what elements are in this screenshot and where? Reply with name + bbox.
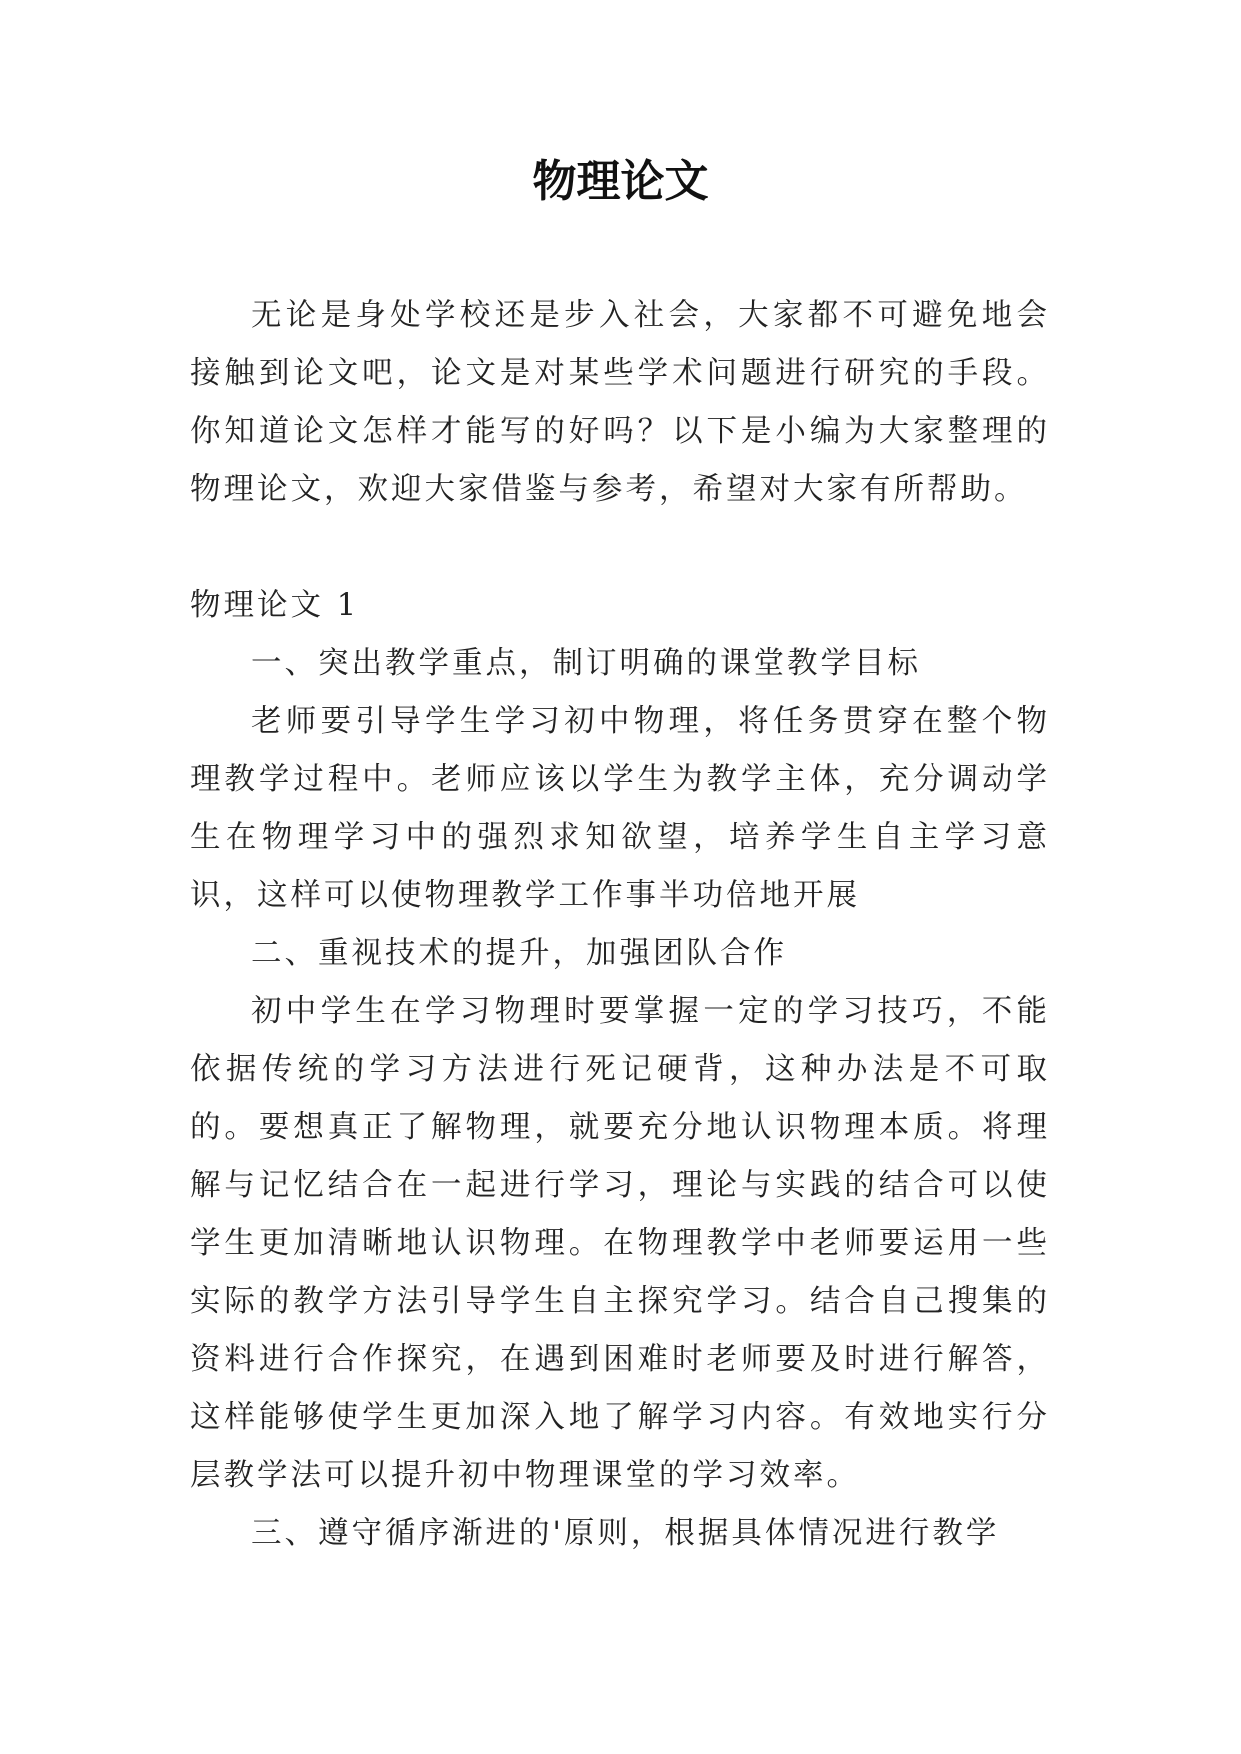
section-heading-2: 二、重视技术的提升，加强团队合作 bbox=[251, 936, 787, 971]
document-body bbox=[190, 287, 1050, 1563]
document-title: 物理论文 bbox=[532, 156, 709, 207]
section-heading-1: 一、突出教学重点，制订明确的课堂教学目标 bbox=[251, 646, 921, 681]
section-title: 物理论文 1 bbox=[190, 588, 360, 623]
body-paragraph-2: 初中学生在学习物理时要掌握一定的学习技巧，不能依据传统的学习方法进行死记硬背，这种办法是不可取的。要想真正了解物理，就要充分地认识物理本质。将理解与记忆结合在一起进行学习，理论与实践的结合可以使学生更加清晰地认识物理。在物理教学中老师要运用一些实际的教学方法引导学生自主探究学习。结合自己搜集的资料进行合作探究，在遇到困难时老师要及时进行解答，这样能够使学生更加深入地了解学习内容。有效地实行分层教学法可以提升初中物理课堂的学习效率。 bbox=[190, 994, 1050, 1493]
section-heading-3: 三、遵守循序渐进的'原则，根据具体情况进行教学 bbox=[251, 1516, 1000, 1551]
body-paragraph-1: 老师要引导学生学习初中物理，将任务贯穿在整个物理教学过程中。老师应该以学生为教学主体，充分调动学生在物理学习中的强烈求知欲望，培养学生自主学习意识，这样可以使物理教学工作事半功倍地开展 bbox=[190, 704, 1050, 913]
intro-paragraph: 无论是身处学校还是步入社会，大家都不可避免地会接触到论文吧，论文是对某些学术问题进行研究的手段。你知道论文怎样才能写的好吗？以下是小编为大家整理的物理论文，欢迎大家借鉴与参考，希望对大家有所帮助。 bbox=[190, 298, 1050, 507]
